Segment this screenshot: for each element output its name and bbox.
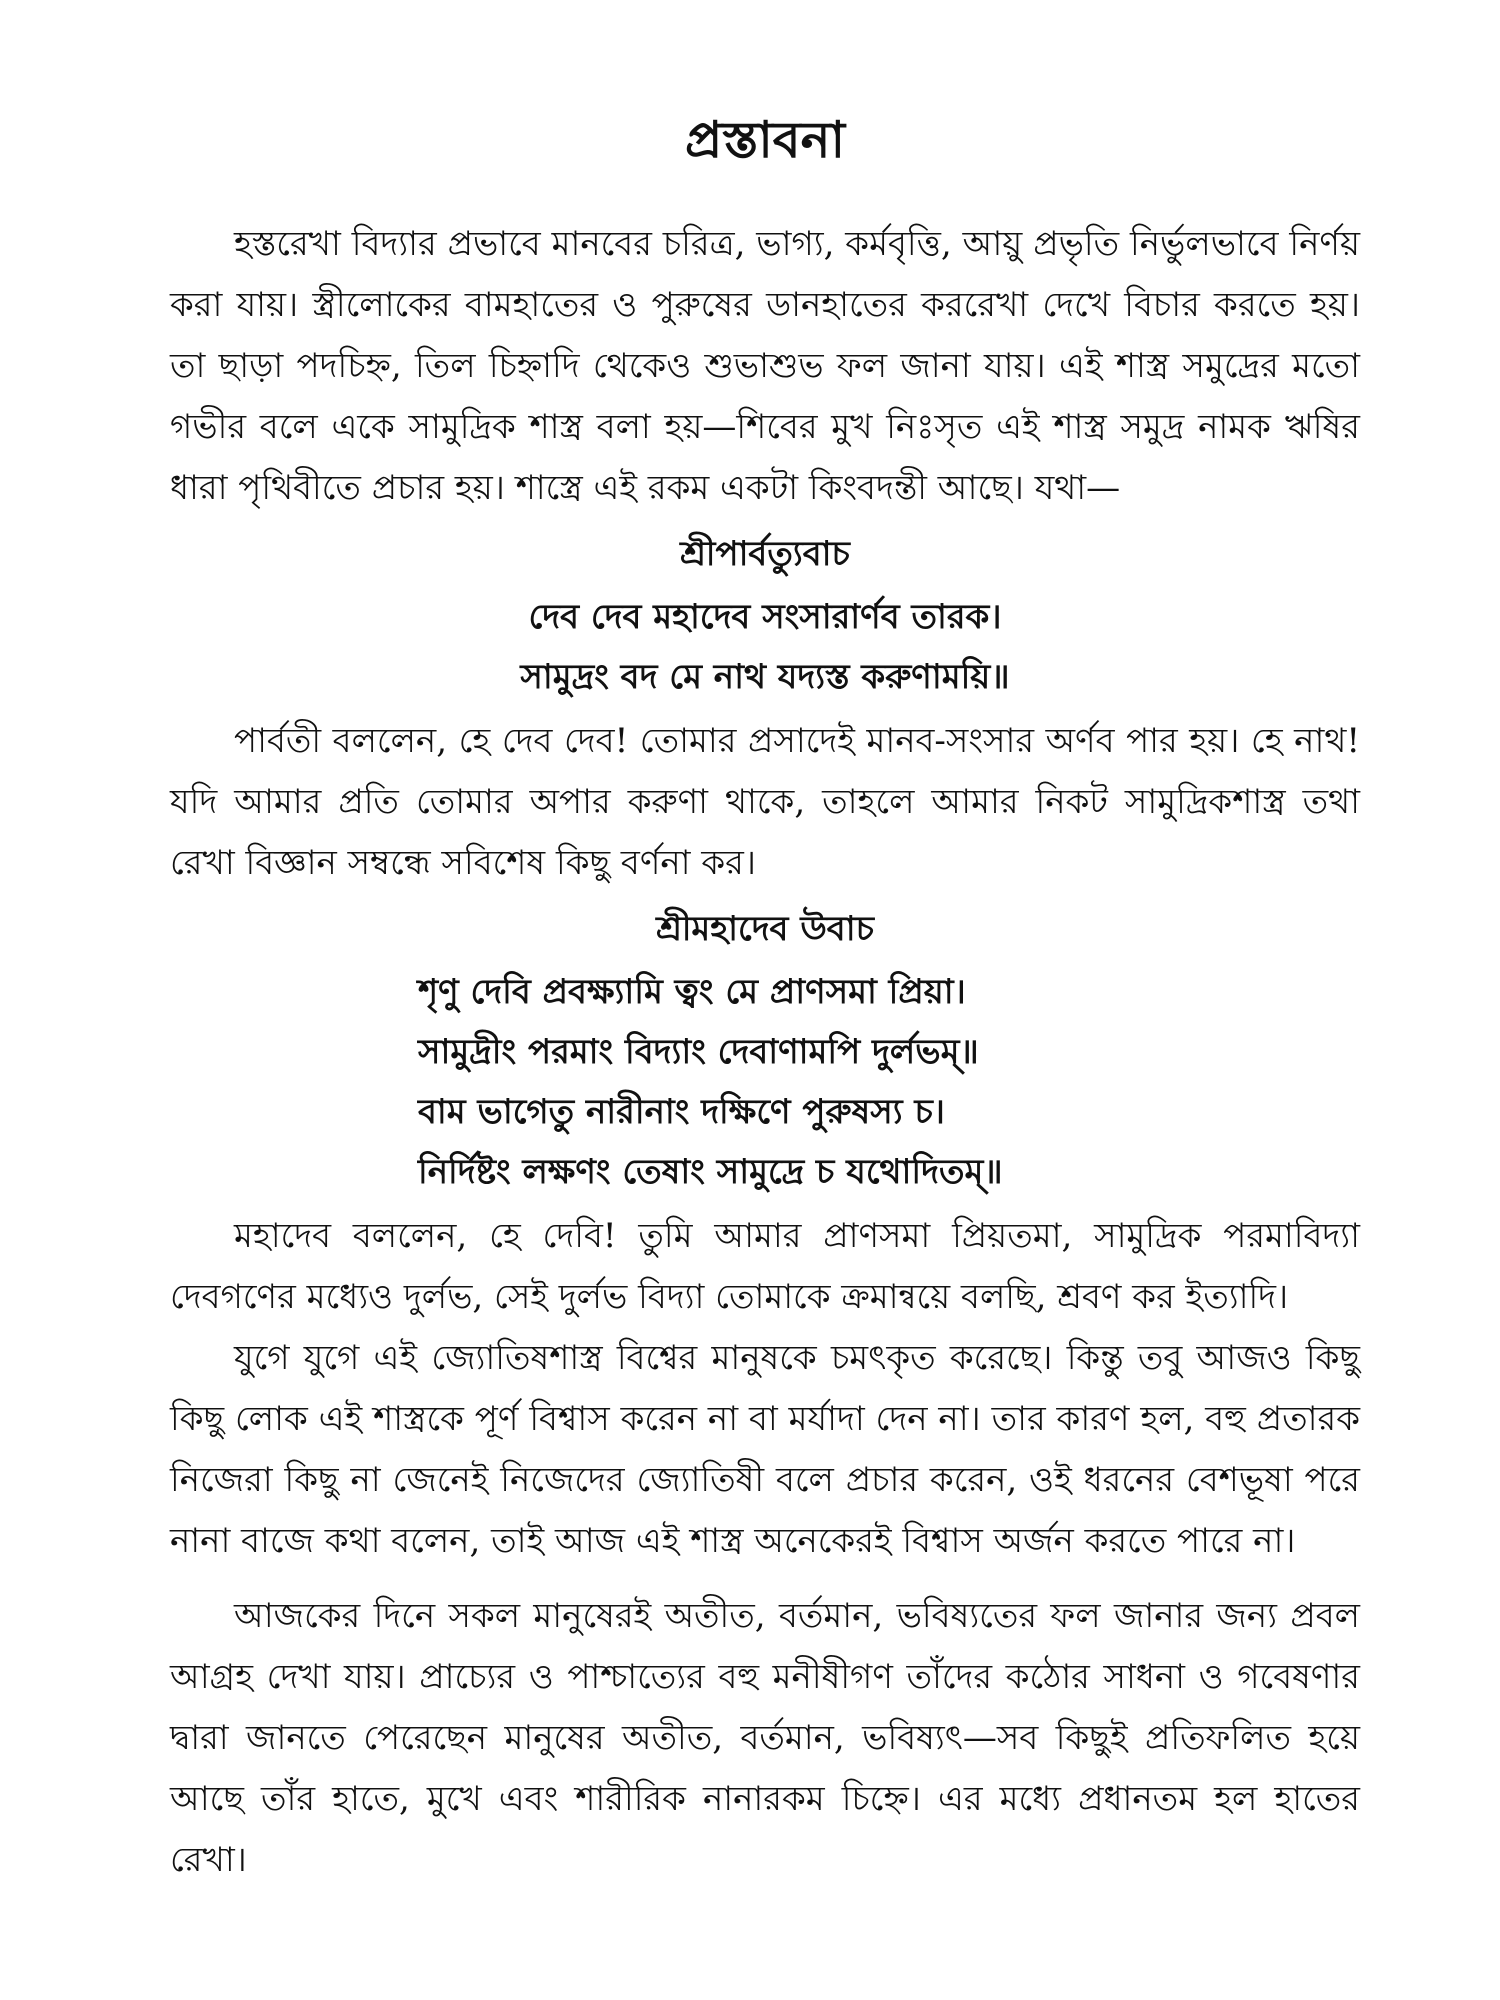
verse-line: সামুদ্রং বদ মে নাথ যদ্যস্ত করুণাময়ি॥ bbox=[520, 657, 1010, 697]
document-page bbox=[170, 110, 1360, 1960]
verse-block-parvati bbox=[170, 587, 1360, 707]
verse-line: দেব দেব মহাদেব সংসারার্ণব তারক। bbox=[528, 597, 1002, 637]
verse-line: বাম ভাগেতু নারীনাং দক্ষিণে পুরুষস্য চ। bbox=[418, 1092, 945, 1132]
verse-block-mahadev bbox=[170, 962, 1360, 1202]
verse-heading-mahadev: শ্রীমহাদেব উবাচ bbox=[656, 909, 874, 949]
verse-heading-parvati: শ্রীপার্বত্যুবাচ bbox=[680, 534, 850, 574]
verse-line: সামুদ্রীং পরমাং বিদ্যাং দেবাণামপি দুর্লভম্॥ bbox=[418, 1032, 979, 1072]
paragraph-palm-lines: আজকের দিনে সকল মানুষেরই অতীত, বর্তমান, ভবিষ্যতের ফল জানার জন্য প্রবল আগ্রহ দেখা যায়। প্রাচ্যের ও পাশ্চাত্যের বহু মনীষীগণ তাঁদের কঠোর সাধনা ও গবেষণার দ্বারা জানতে পেরেছেন মানুষের অতীত, বর্তমান, ভবিষ্যৎ—সব কিছুই প্রতিফলিত হয়ে আছে তাঁর হাতে, মুখে এবং শারীরিক নানারকম চিহ্নে। এর মধ্যে প্রধানতম হল হাতের রেখা। bbox=[170, 1596, 1360, 1880]
paragraph-intro: হস্তরেখা বিদ্যার প্রভাবে মানবের চরিত্র, ভাগ্য, কর্মবৃত্তি, আয়ু প্রভৃতি নির্ভুলভাবে নির্ণয় করা যায়। স্ত্রীলোকের বামহাতের ও পুরুষের ডানহাতের কররেখা দেখে বিচার করতে হয়। তা ছাড়া পদচিহ্ন, তিল চিহ্নাদি থেকেও শুভাশুভ ফল জানা যায়। এই শাস্ত্র সমুদ্রের মতো গভীর বলে একে সামুদ্রিক শাস্ত্র বলা হয়—শিবের মুখ নিঃসৃত এই শাস্ত্র সমুদ্র নামক ঋষির ধারা পৃথিবীতে প্রচার হয়। শাস্ত্রে এই রকম একটা কিংবদন্তী আছে। যথা— bbox=[170, 224, 1360, 508]
paragraph-parvati-translation: পার্বতী বললেন, হে দেব দেব! তোমার প্রসাদেই মানব-সংসার অর্ণব পার হয়। হে নাথ! যদি আমার প্রতি তোমার অপার করুণা থাকে, তাহলে আমার নিকট সামুদ্রিকশাস্ত্র তথা রেখা বিজ্ঞান সম্বন্ধে সবিশেষ কিছু বর্ণনা কর। bbox=[170, 721, 1360, 883]
paragraph-mahadev-translation: মহাদেব বললেন, হে দেবি! তুমি আমার প্রাণসমা প্রিয়তমা, সামুদ্রিক পরমাবিদ্যা দেবগণের মধ্যেও দুর্লভ, সেই দুর্লভ বিদ্যা তোমাকে ক্রমান্বয়ে বলছি, শ্রবণ কর ইত্যাদি। bbox=[170, 1216, 1360, 1317]
verse-line: শৃণু দেবি প্রবক্ষ্যামি ত্বং মে প্রাণসমা প্রিয়া। bbox=[418, 972, 966, 1012]
paragraph-astrology: যুগে যুগে এই জ্যোতিষশাস্ত্র বিশ্বের মানুষকে চমৎকৃত করেছে। কিন্তু তবু আজও কিছু কিছু লোক এই শাস্ত্রকে পূর্ণ বিশ্বাস করেন না বা মর্যাদা দেন না। তার কারণ হল, বহু প্রতারক নিজেরা কিছু না জেনেই নিজেদের জ্যোতিষী বলে প্রচার করেন, ওই ধরনের বেশভূষা পরে নানা বাজে কথা বলেন, তাই আজ এই শাস্ত্র অনেকেরই বিশ্বাস অর্জন করতে পারে না। bbox=[170, 1338, 1360, 1561]
page-title: প্রস্তাবনা bbox=[685, 110, 845, 169]
verse-line: নির্দিষ্টং লক্ষণং তেষাং সামুদ্রে চ যথোদিতম্॥ bbox=[418, 1152, 1003, 1192]
